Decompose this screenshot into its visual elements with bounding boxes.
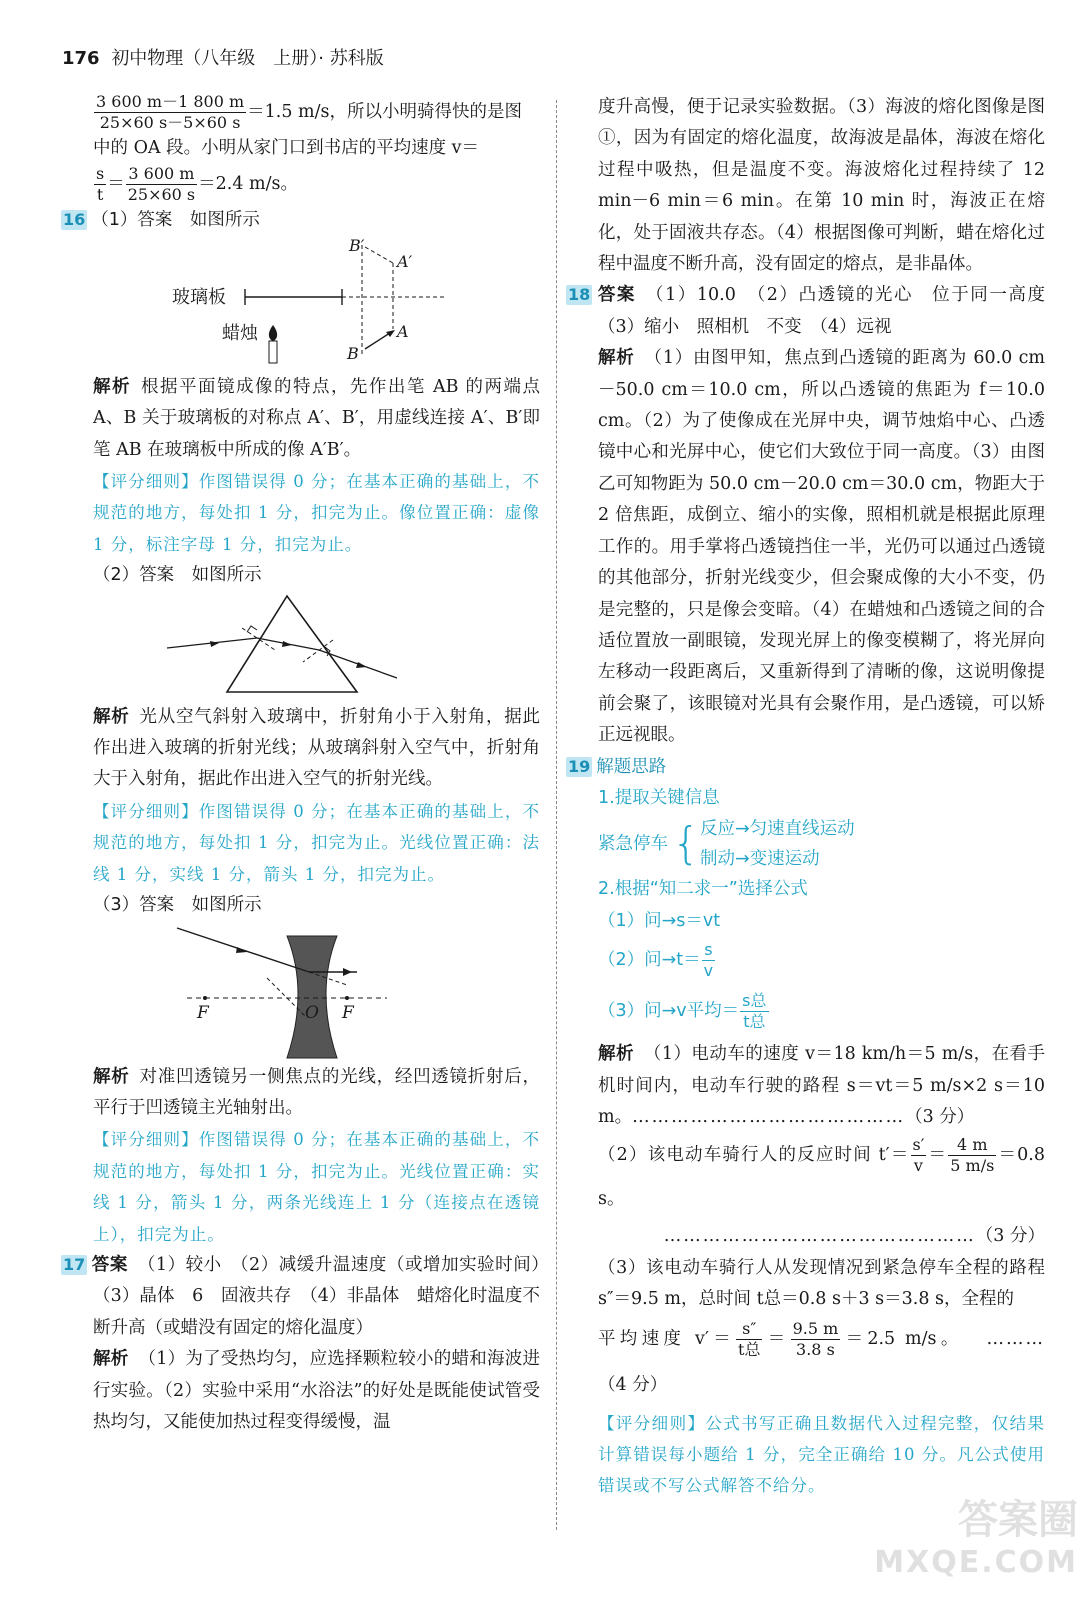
q15-calc-1: $\frac{3 600 m-1 800 m}{25\times 60 s-5\times 60 s}$ ＝1.5 m/s，所以小明骑得快的是图 (96, 92, 523, 132)
svg-text:O: O (304, 1002, 319, 1023)
question-number: 19 (568, 756, 591, 776)
q19-thinking-title: 19 解题思路 (568, 756, 667, 777)
q19-part2: （2）该电动车骑行人的反应时间 t′＝ $\frac{s'}{v}$ ＝ $\frac{4 m}{5 m/s}$ ＝0.8 s。 (598, 1135, 1045, 1210)
q16-part2-rubric: 【评分细则】作图错误得 0 分；在基本正确的基础上，不规范的地方，每处扣 1 分，扣完为止。光线位置正确：法线 1 分，实线 1 分，箭头 1 分，扣完为止。 (93, 801, 541, 884)
q17-answer: 17 答案 （1）较小 （2）减缓升温速度（或增加实验时间） （3）晶体 6 固液共存 （4）非晶体 蜡熔化时温度不断升高（或蜡没有固定的熔化温度） (63, 1254, 558, 1338)
svg-text:蜡烛: 蜡烛 (221, 322, 258, 344)
q15-calc-3: $\frac{s}{t}$ ＝ $\frac{3 600 m}{25\times 60 s}$ ＝2.4 m/s。 (96, 164, 299, 205)
q16-part1-rubric: 【评分细则】作图错误得 0 分；在基本正确的基础上，不规范的地方，每处扣 1 分，扣完为止。像位置正确：虚像 1 分，标注字母 1 分，扣完为止。 (93, 472, 541, 554)
question-number: 17 (63, 1254, 86, 1274)
q19-key-info: 紧急停车 { 反应→匀速直线运动 制动→变速运动 (598, 818, 855, 870)
q15-calc-2: 中的 OA 段。小明从家门口到书店的平均速度 v＝ (93, 138, 480, 158)
q18-answer: 18 答案 （1）10.0 （2）凸透镜的光心 位于同一高度 （3）缩小 照相机 不变 （4）远视 (568, 285, 1063, 337)
svg-text:F: F (341, 1002, 354, 1023)
concave-lens-figure (147, 922, 487, 1062)
q16-part1-analysis: 解析 根据平面镜成像的特点，先作出笔 AB 的两端点 A、B 关于玻璃板的对称点 A′、B′，用虚线连接 A′、B′即笔 AB 在玻璃板中所成的像 A′B′。 (93, 376, 541, 460)
svg-text:B: B (346, 343, 359, 363)
q19-formula-3: （3）问→v平均＝ $\frac{\text{s总}}{\text{t总}}$ (598, 990, 767, 1031)
q16-part3-analysis: 解析 对准凹透镜另一侧焦点的光线，经凹透镜折射后，平行于凹透镜主光轴射出。 (93, 1066, 541, 1118)
q18-analysis: 解析 （1）由图甲知，焦点到凸透镜的距离为 60.0 cm－50.0 cm＝10.0 cm，所以凸透镜的焦距为 f＝10.0 cm。（2）为了使像成在光屏中央，调节烛焰中心、凸透镜中心和光屏中心，使它们大致位于同一高度。（3）由图乙可知物距为 50.0 cm－20.0 cm＝30.0 cm，物距大于 2 倍焦距，成倒立、缩小的实像，照相机就是根据此原理工作的。用手掌将凸透镜挡住一半，光仍可以通过凸透镜的其他部分，折射光线变少，但会聚成像的大小不变，仍是完整的，只是像会变暗。（4）在蜡烛和凸透镜之间的合适位置放一副眼镜，发现光屏上的像变模糊了，将光屏向左移动一段距离后，又重新得到了清晰的像，这说明像提前会聚了，该眼镜对光具有会聚作用，是凸透镜，可以矫正远视眼。 (598, 348, 1046, 746)
q16-part3-rubric: 【评分细则】作图错误得 0 分；在基本正确的基础上，不规范的地方，每处扣 1 分，扣完为止。光线位置正确：实线 1 分，箭头 1 分，两条光线连上 1 分（连接点在透镜上），扣完为止。 (93, 1130, 541, 1244)
svg-text:A′: A′ (396, 251, 412, 271)
q16-part2-answer: （2）答案 如图所示 (93, 565, 262, 586)
page-header (62, 44, 384, 70)
q19-thinking: 1.提取关键信息 紧急停车 { 反应→匀速直线运动 制动→变速运动 2.根据“知二求一”选择公式 （1）问→s＝vt （2）问→t＝ $\frac{s}{v}$ （3）问→v平均＝ $\frac{\text{s总}}{\text{t总}}$ (598, 783, 1045, 1039)
q19-part1: 解析 （1）电动车的速度 v＝18 km/h＝5 m/s，在看手机时间内，电动车行驶的路程 s＝vt＝5 m/s×2 s＝10 m。……………………………………（3 分） (598, 1044, 1046, 1127)
svg-text:F: F (196, 1002, 209, 1023)
q17-analysis: 解析 （1）为了受热均匀，应选择颗粒较小的蜡和海波进行实验。（2）实验中采用“水浴法”的好处是既能使试管受热均匀，又能使加热过程变得缓慢，温 (93, 1349, 541, 1432)
plane-mirror-figure (167, 237, 467, 372)
prism-figure (147, 592, 487, 702)
fraction: $\frac{3 600 m-1 800 m}{25\times 60 s-5\times 60 s}$ (96, 92, 245, 132)
q19-rubric: 【评分细则】公式书写正确且数据代入过程完整，仅结果计算错误每小题给 1 分，完全正确给 10 分。凡公式使用错误或不写公式解答不给分。 (598, 1413, 1046, 1496)
svg-text:玻璃板: 玻璃板 (171, 286, 226, 308)
fraction: $\frac{s}{t}$ (96, 164, 105, 205)
question-number: 18 (568, 285, 591, 305)
svg-text:B′: B′ (348, 236, 364, 255)
q19-part3b: 平均速度 v′＝ $\frac{s''}{\text{t总}}$ ＝ $\frac{9.5 m}{3.8 s}$ ＝2.5 m/s。 ………（4 分） (598, 1318, 1045, 1395)
page-number: 176 (62, 48, 100, 69)
q16-part2-analysis: 解析 光从空气斜射入玻璃中，折射角小于入射角，据此作出进入玻璃的折射光线；从玻璃斜射入空气中，折射角大于入射角，据此作出进入空气的折射光线。 (93, 706, 541, 790)
left-column (63, 92, 558, 1438)
q19-part2-score: …………………………………………（3 分） (663, 1226, 1045, 1247)
q19-formula-2: （2）问→t＝ $\frac{s}{v}$ (598, 939, 714, 980)
fraction: $\frac{3 600 m}{25\times 60 s}$ (127, 164, 196, 205)
column-divider (556, 100, 557, 1530)
right-column (568, 92, 1063, 1502)
svg-text:A: A (396, 321, 409, 341)
q17-analysis-cont: 度升高慢，便于记录实验数据。（3）海波的熔化图像是图①，因为有固定的熔化温度，故海波是晶体，海波在熔化过程中吸热，但是温度不变。海波熔化过程持续了 12 min－6 min＝6 min。在第 10 min 时，海波正在熔化，处于固液共存态。（4）根据图像可判断，蜡在熔化过程中温度不断升高，没有固定的熔点，是非晶体。 (598, 97, 1045, 275)
book-title: 初中物理（八年级 上册）· 苏科版 (111, 48, 384, 69)
q19-part3: （3）该电动车骑行人从发现情况到紧急停车全程的路程 s″＝9.5 m，总时间 t总＝0.8 s＋3 s＝3.8 s，全程的 (598, 1257, 1045, 1310)
watermark: 答案圈 MXQE.COM (874, 1497, 1078, 1580)
q16-part3-answer: （3）答案 如图所示 (93, 895, 262, 916)
question-number: 16 (63, 210, 86, 230)
q16-part1-answer: 16 （1）答案 如图所示 (63, 210, 260, 231)
